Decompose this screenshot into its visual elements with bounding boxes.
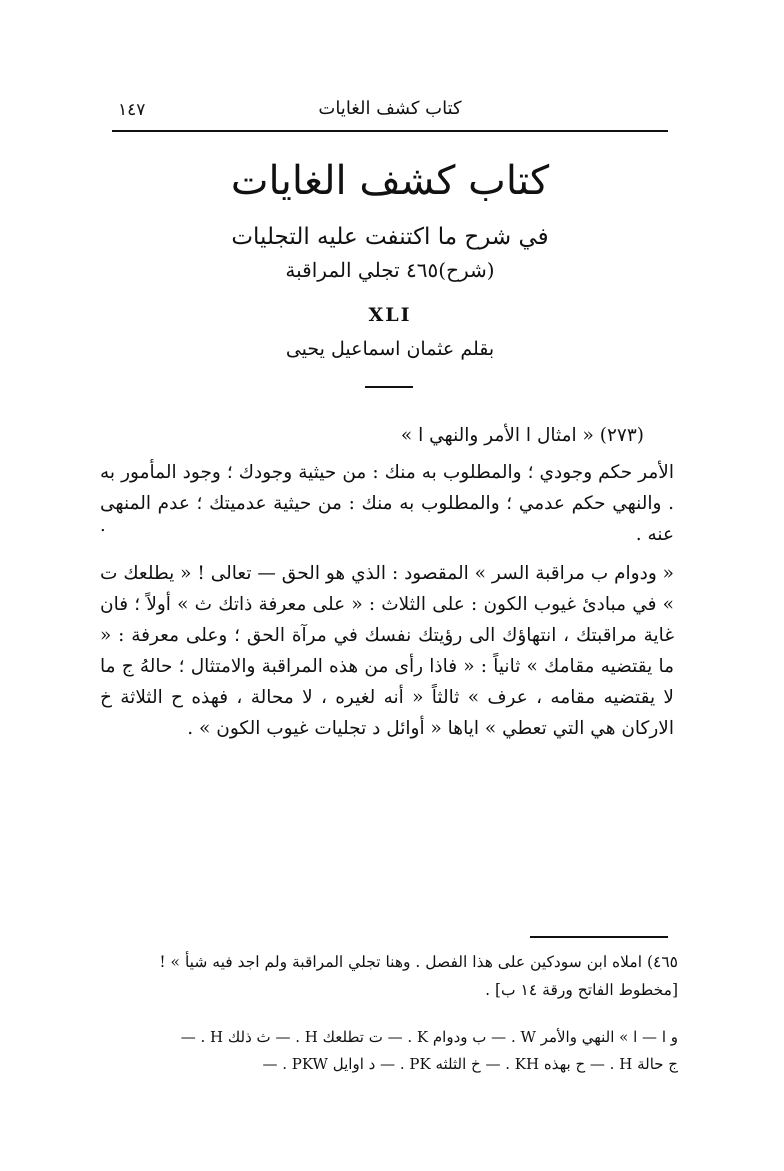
- title-divider: [365, 386, 413, 388]
- footnote: [112, 948, 678, 1004]
- book-subtitle: في شرح ما اكتنفت عليه التجليات: [231, 224, 549, 250]
- paragraph-heading: (٢٧٣) « امثال ا الأمر والنهي ا »: [400, 425, 644, 446]
- apparatus-line: ج حالة H . — ح بهذه KH . — خ الثلثه PK . — د اوايل PKW . —: [262, 1055, 678, 1073]
- footnote-line: [مخطوط الفاتح ورقة ١٤ ب] .: [485, 981, 678, 999]
- page-number: ١٤٧: [118, 100, 146, 120]
- section-number: XLI: [368, 304, 412, 326]
- author-line: بقلم عثمان اسماعيل يحيى: [285, 338, 495, 360]
- running-header: [112, 94, 668, 128]
- running-title: كتاب كشف الغايات: [318, 98, 462, 119]
- paragraph-command-prohibition: الأمر حكم وجودي ؛ والمطلوب به منك : من حيثية وجودك ؛ وجود المأمور به . والنهي حكم عدمي ؛ والمطلوب به منك : من حيثية عدميتك ؛ عدم المنهى عنه .: [100, 462, 674, 545]
- apparatus-line: و ا — ا » النهي والأمر W . — ب ودوام K . — ت تطلعك H . — ث ذلك H . —: [180, 1028, 678, 1046]
- paragraph-watchfulness: « ودوام ب مراقبة السر » المقصود : الذي هو الحق — تعالى ! « يطلعك ت » في مبادئ غيوب الكون : على الثلاث : « على معرفة ذاتك ث » أولاً ؛ فان غاية مراقبتك ، انتهاؤك الى رؤيتك نفسك في مرآة الحق ؛ وعلى معرفة : « ما يقتضيه مقامك » ثانياً : « فاذا رأى من هذه المراقبة والامتثال ؛ حالهُ ج ما لا يقتضيه مقامه ، عرف » ثالثاً « أنه لغيره ، لا محالة ، فهذه ح الثلاثة خ الاركان هي التي تعطي » اياها « أوائل د تجليات غيوب الكون » .: [100, 563, 674, 739]
- footnote-rule: [530, 936, 668, 938]
- main-text: [100, 420, 674, 744]
- stray-mark: .: [100, 515, 106, 536]
- critical-apparatus: [112, 1024, 678, 1078]
- header-rule: [112, 130, 668, 132]
- book-title: كتاب كشف الغايات: [230, 158, 550, 204]
- footnote-line: ٤٦٥) املاه ابن سودكين على هذا الفصل . وهنا تجلي المراقبة ولم اجد فيه شيأ » !: [159, 953, 678, 971]
- chapter-title: (شرح)٤٦٥ تجلي المراقبة: [285, 258, 495, 282]
